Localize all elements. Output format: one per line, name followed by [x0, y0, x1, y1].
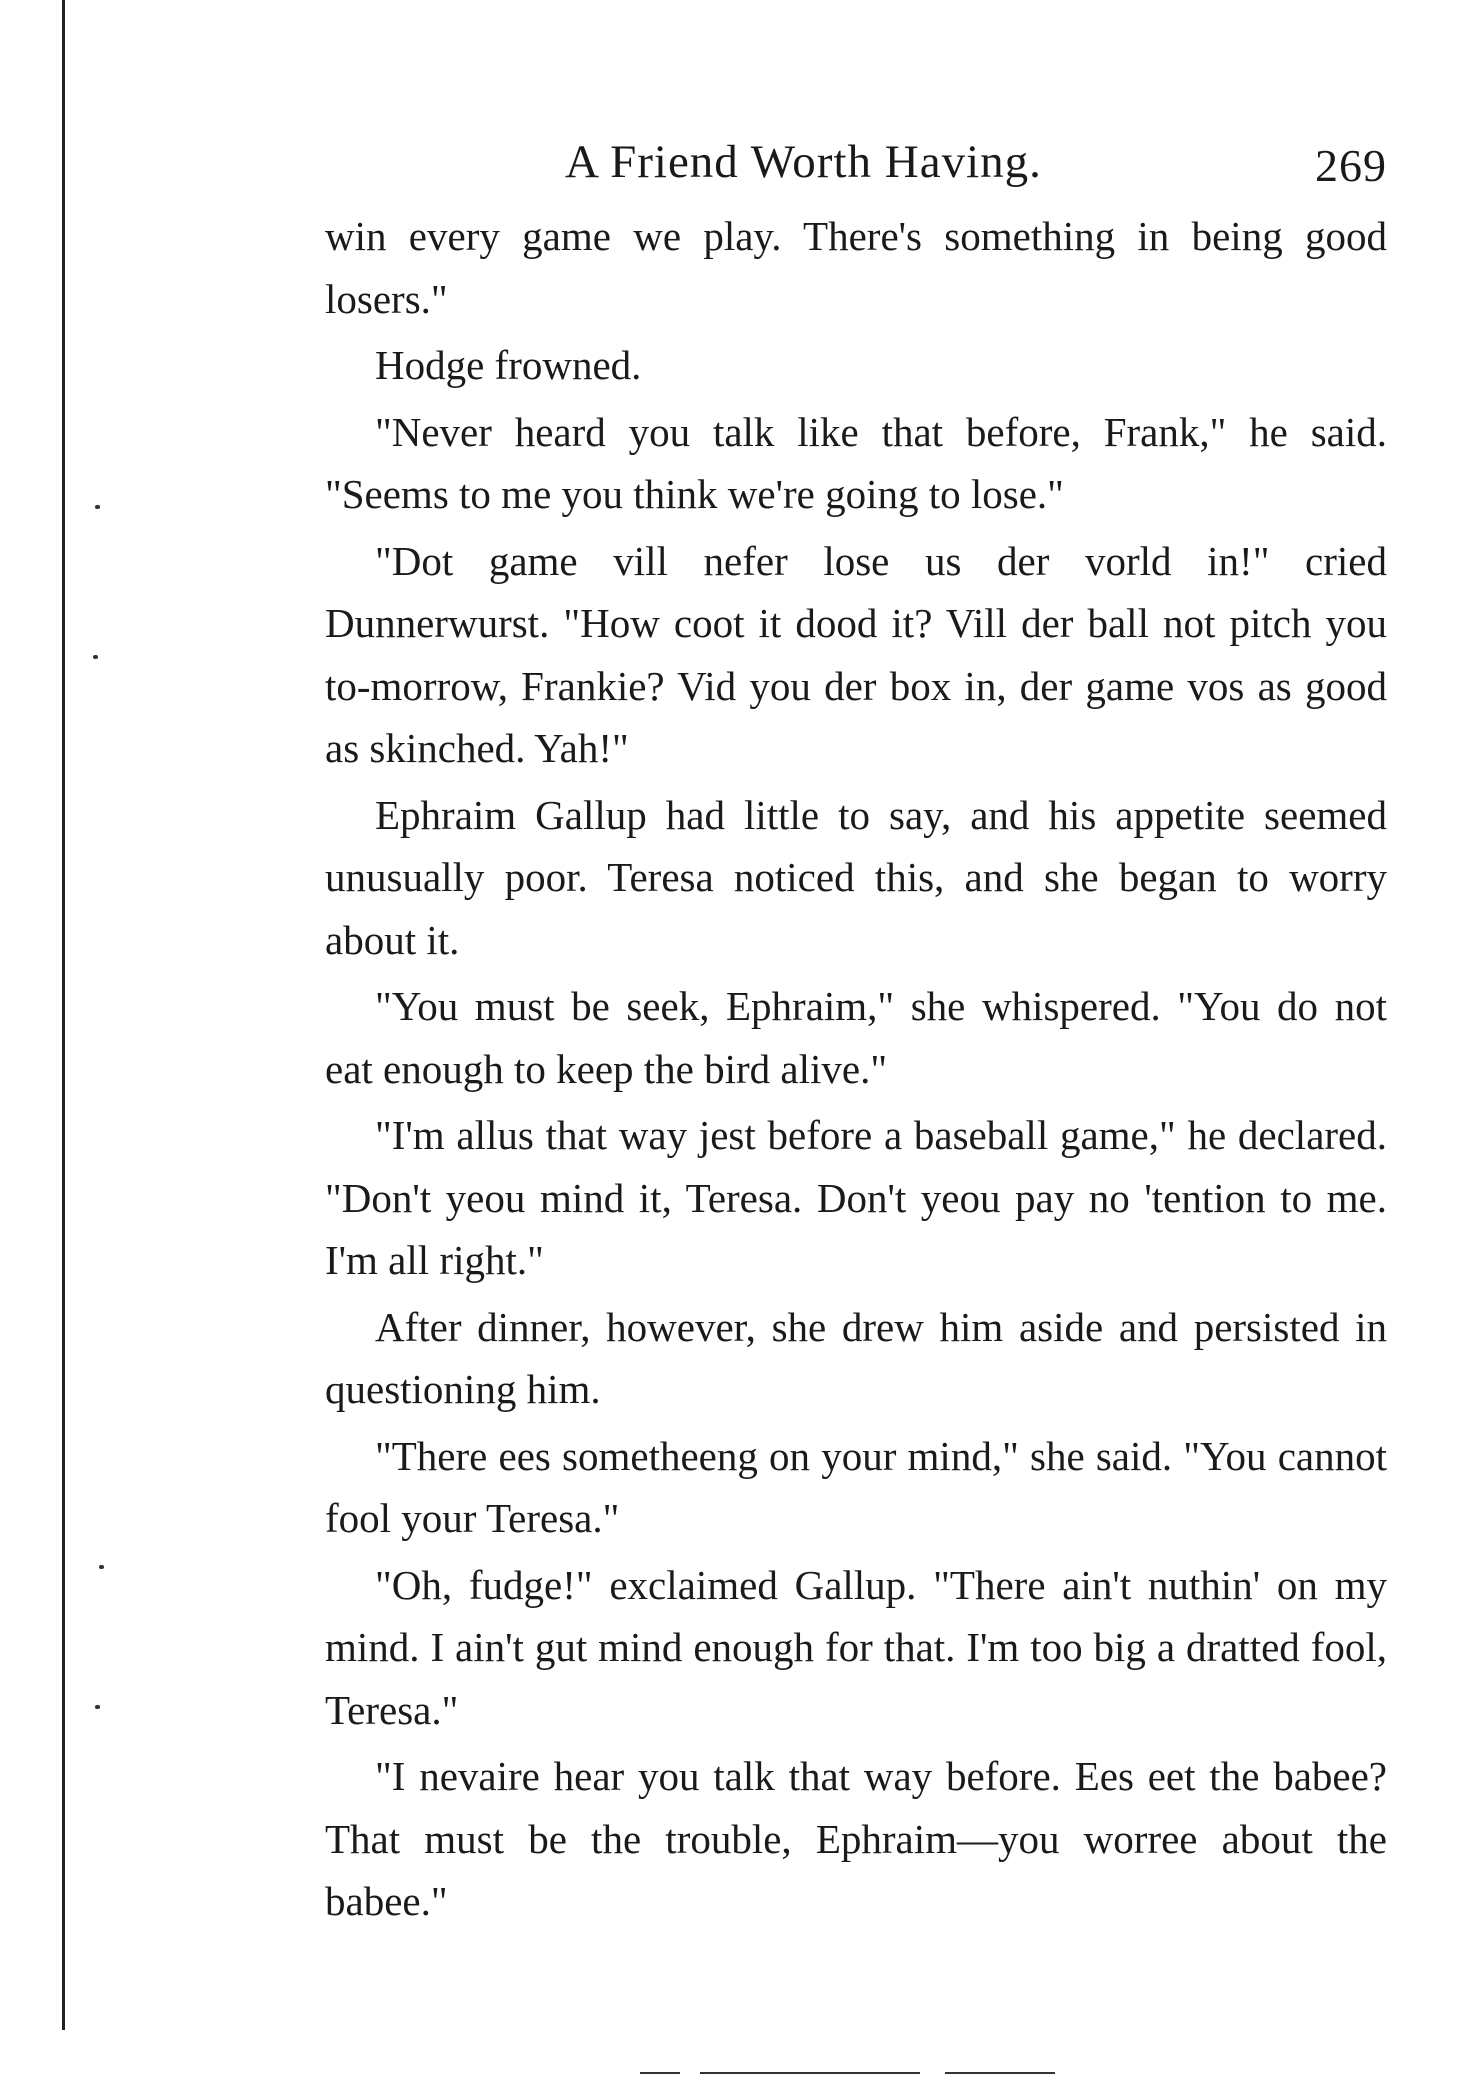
footer-rule: [945, 2072, 1055, 2074]
page-header: [325, 125, 1387, 205]
margin-specks: [95, 0, 135, 2093]
book-page: [325, 125, 1387, 1937]
footer-rule: [640, 2072, 680, 2074]
paragraph: "I nevaire hear you talk that way before. Ees eet the babee? That must be the trouble, Ephraim—you worree about the babee.": [325, 1753, 1387, 1924]
paragraph: Ephraim Gallup had little to say, and his appetite seemed unusually poor. Teresa noticed this, and she began to worry about it.: [325, 791, 1387, 963]
page-binding-edge: [62, 0, 65, 2030]
paragraph: win every game we play. There's something in being good losers.": [325, 213, 1387, 322]
paragraph: "There ees sometheeng on your mind," she said. "You cannot fool your Teresa.": [325, 1432, 1387, 1541]
margin-speck: [95, 1705, 100, 1709]
paragraph: "You must be seek, Ephraim," she whispered. "You do not eat enough to keep the bird alive.": [325, 983, 1387, 1092]
paragraph: "Oh, fudge!" exclaimed Gallup. "There ain't nuthin' on my mind. I ain't gut mind enough for that. I'm too big a dratted fool, Teresa.": [325, 1561, 1387, 1733]
body-text: [325, 205, 1387, 1933]
margin-speck: [93, 655, 98, 659]
margin-speck: [99, 1565, 104, 1569]
paragraph: "I'm allus that way jest before a baseball game," he declared. "Don't yeou mind it, Teresa. Don't yeou pay no 'tention to me. I'm all right.": [325, 1112, 1387, 1283]
paragraph: "Dot game vill nefer lose us der vorld in!" cried Dunnerwurst. "How coot it dood it? Vill der ball not pitch you to-morrow, Frankie? Vid you der box in, der game vos as good as skinched. Yah!": [325, 537, 1387, 771]
footer-rule: [700, 2072, 920, 2074]
margin-speck: [95, 505, 100, 509]
paragraph: Hodge frowned.: [375, 342, 642, 388]
paragraph: "Never heard you talk like that before, Frank," he said. "Seems to me you think we're going to lose.": [325, 408, 1387, 517]
paragraph: After dinner, however, she drew him aside and persisted in questioning him.: [325, 1303, 1387, 1412]
page-number: 269: [1315, 140, 1387, 191]
running-title: A Friend Worth Having.: [565, 136, 1042, 188]
